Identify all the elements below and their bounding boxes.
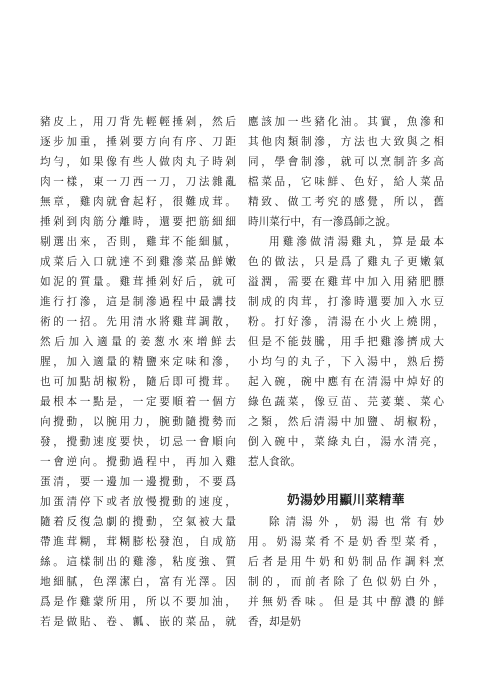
- text-line: 起入碗，碗中應有在清湯中焯好的: [248, 376, 444, 388]
- left-text-column: [40, 112, 236, 632]
- text-line: 但是不能鼓騰，用手把雞滲擠成大: [248, 336, 444, 348]
- text-line: 檔菜品，它味鮮、色好，給人菜品: [248, 176, 444, 188]
- text-line: 小均勻的丸子，下入湯中，熟后撈: [248, 356, 444, 368]
- text-line: 色的做法，只是爲了雞丸子更嫩氣: [248, 256, 444, 268]
- text-line: 爲是作雞蒙所用，所以不要加油，: [40, 596, 236, 608]
- paragraph-closing-text: [248, 112, 444, 232]
- text-line: 逐步加重，捶剁要方向有序、刀距: [40, 136, 236, 148]
- text-line: 向攪動，以腕用力，腕動隨攪勢而: [40, 416, 236, 428]
- text-line: 溢潤，需要在雞茸中加入用豬肥膘: [248, 276, 444, 288]
- paragraph-chicken-ball: [248, 232, 444, 472]
- text-line: 均勻，如果像有些人做肉丸子時剁: [40, 156, 236, 168]
- text-line: 并無奶香味。但是其中醇濃的鮮: [248, 596, 444, 608]
- text-line: 帶進茸糊，茸糊膨松發泡，自成筋: [40, 536, 236, 548]
- text-line: 無章，雞肉就會起籽，很難成茸。: [40, 196, 236, 208]
- text-line: 隨着反復急劇的攪動，空氣被大量: [40, 516, 236, 528]
- text-line: 后者是用牛奶和奶制品作調料烹: [248, 556, 444, 568]
- text-line: 成菜后入口就達不到雞滲菜品鮮嫩: [40, 256, 236, 268]
- text-line: 腥，加入適量的精鹽來定味和滲，: [40, 356, 236, 368]
- text-line: 加蛋清停下或者放慢攪動的速度，: [40, 496, 236, 508]
- text-line: 進行打滲，這是制滲過程中最講技: [40, 296, 236, 308]
- text-line: 如泥的質量。雞茸捶剁好后，就可: [40, 276, 236, 288]
- text-line: 制成的肉茸，打滲時還要加入水豆: [248, 296, 444, 308]
- text-line: 最根本一點是，一定要順着一個方: [40, 396, 236, 408]
- text-line: 香，却是奶: [248, 616, 301, 628]
- text-line: 倒入碗中，菜綠丸白，湯水清亮，: [248, 436, 444, 448]
- text-line: 時川菜行中，有一滲爲師之說。: [248, 216, 397, 228]
- text-line: 剔選出來，否則，雞茸不能細膩，: [40, 236, 236, 248]
- text-line: 也可加點胡椒粉，隨后即可攪茸。: [40, 376, 236, 388]
- text-line: 用雞滲做清湯雞丸，算是最本: [269, 236, 444, 248]
- text-line: 除清湯外，奶湯也常有妙: [269, 516, 444, 528]
- section-heading: 奶湯妙用顯川菜精華: [287, 492, 405, 507]
- text-line: 地細膩，色澤潔白，富有光澤。因: [40, 576, 236, 588]
- text-line: 同，學會制滲，就可以烹制許多高: [248, 156, 444, 168]
- text-line: 然后加入適量的姜葱水來增鮮去: [40, 336, 236, 348]
- text-line: 惹人食欲。: [248, 456, 301, 468]
- text-line: 精致、做工考究的感覺，所以，舊: [248, 196, 444, 208]
- text-line: 之類，然后清湯中加鹽、胡椒粉，: [248, 416, 444, 428]
- text-line: 發，攪動速度要快，切忌一會順向: [40, 436, 236, 448]
- text-line: 應該加一些豬化油。其實，魚滲和: [248, 116, 444, 128]
- text-line: 術的一招。先用清水將雞茸調散，: [40, 316, 236, 328]
- paragraph-milk-soup: [248, 512, 444, 632]
- right-text-column: [248, 112, 444, 632]
- text-line: 粉。打好滲，清湯在小火上燒開，: [248, 316, 444, 328]
- text-line: 用。奶湯菜肴不是奶香型菜肴，: [248, 536, 444, 548]
- text-line: 綠色蔬菜，像豆苗、芫荽葉、菜心: [248, 396, 444, 408]
- text-line: 若是做貼、卷、瓤、嵌的菜品，就: [40, 616, 236, 628]
- text-line: 肉一樣，東一刀西一刀，刀法雜亂: [40, 176, 236, 188]
- text-line: 其他肉類制滲，方法也大致與之相: [248, 136, 444, 148]
- text-line: 制的，而前者除了色似奶白外，: [248, 576, 444, 588]
- text-line: 蛋清，要一邊加一邊攪動，不要爲: [40, 476, 236, 488]
- text-line: 捶剁到肉筋分離時，還要把筋細細: [40, 216, 236, 228]
- text-line: 一會逆向。攪動過程中，再加入雞: [40, 456, 236, 468]
- text-line: 豬皮上，用刀背先輕輕捶剁，然后: [40, 116, 236, 128]
- text-line: 絲。這樣制出的雞滲，粘度強、質: [40, 556, 236, 568]
